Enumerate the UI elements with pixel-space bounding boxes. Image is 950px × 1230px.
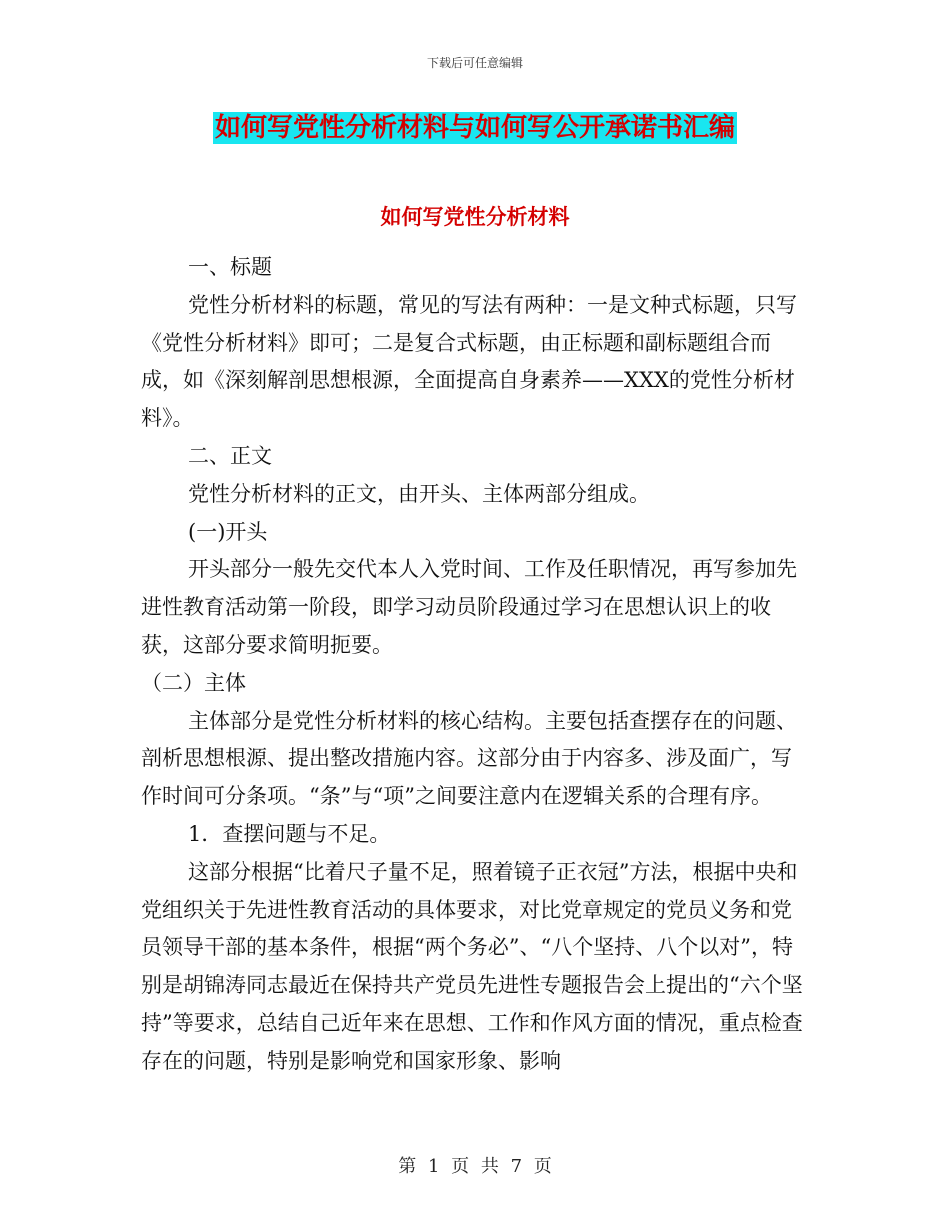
paragraph-body-parts: 党性分析材料的正文，由开头、主体两部分组成。 [188, 481, 650, 506]
subheading-opening: (一)开头 [188, 519, 268, 544]
paragraph-opening: 开头部分一般先交代本人入党时间、工作及任职情况，再写参加先进性教育活动第一阶段，即学习动员阶段通过学习在思想认识上的收获，这部分要求简明扼要。 [141, 557, 797, 657]
paragraph-main: 主体部分是党性分析材料的核心结构。主要包括查摆存在的问题、剖析思想根源、提出整改措施内容。这部分由于内容多、涉及面广，写作时间可分条项。“条”与“项”之间要注意内在逻辑关系的合理有序。 [141, 708, 797, 809]
subheading-main: （二）主体 [141, 670, 246, 695]
page-number: 第 1 页 共 7 页 [398, 1156, 552, 1177]
document-body [141, 249, 809, 1081]
heading-body-section: 二、正文 [188, 443, 272, 468]
document-title-text: 如何写党性分析材料与如何写公开承诺书汇编 [214, 113, 735, 143]
header-note: 下载后可任意编辑 [426, 56, 523, 70]
paragraph-title-forms: 党性分析材料的标题，常见的写法有两种：一是文种式标题，只写《党性分析材料》即可；二是复合式标题，由正标题和副标题组合而成，如《深刻解剖思想根源，全面提高自身素养——XXX的党性分析材料》。 [141, 292, 797, 431]
paragraph-problems: 这部分根据“比着尺子量不足，照着镜子正衣冠”方法，根据中央和党组织关于先进性教育活动的具体要求，对比党章规定的党员义务和党员领导干部的基本条件，根据“两个务必”、“八个坚持、八个以对”，特别是胡锦涛同志最近在保持共产党员先进性专题报告会上提出的“六个坚持”等要求，总结自己近年来在思想、工作和作风方面的情况，重点检查存在的问题，特别是影响党和国家形象、影响 [141, 859, 803, 1073]
section-title: 如何写党性分析材料 [380, 204, 570, 229]
subheading-problems: 1．查摆问题与不足。 [188, 821, 391, 846]
heading-title-section: 一、标题 [188, 255, 272, 279]
document-title [0, 112, 950, 147]
